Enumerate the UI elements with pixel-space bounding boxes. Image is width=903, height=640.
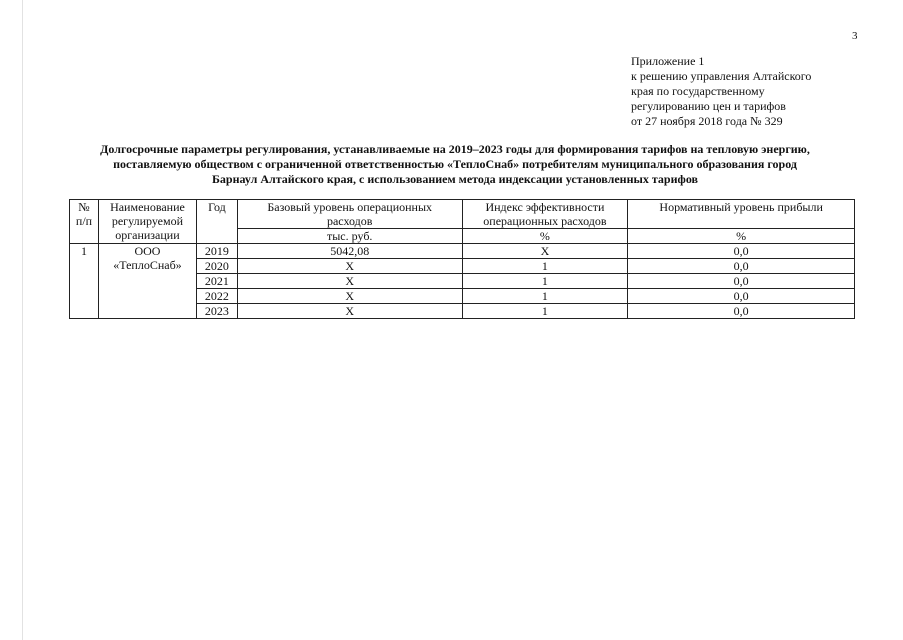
- page-margin-line: [22, 0, 23, 640]
- base-level-cell: X: [237, 274, 462, 289]
- profit-level-cell: 0,0: [628, 289, 855, 304]
- efficiency-index-cell: 1: [462, 259, 628, 274]
- efficiency-index-cell: 1: [462, 289, 628, 304]
- title-line: Долгосрочные параметры регулирования, устанавливаемые на 2019–2023 годы для формирования тарифов на тепловую энергию,: [100, 142, 810, 156]
- title-line: Барнаул Алтайского края, с использованием метода индексации установленных тарифов: [212, 172, 698, 186]
- appendix-line: регулированию цен и тарифов: [631, 99, 786, 113]
- table-header-row: [70, 200, 855, 229]
- header-base-level: Базовый уровень операционных расходов: [237, 200, 462, 229]
- efficiency-index-cell: 1: [462, 304, 628, 319]
- base-level-cell: 5042,08: [237, 244, 462, 259]
- efficiency-index-cell: 1: [462, 274, 628, 289]
- profit-level-cell: 0,0: [628, 244, 855, 259]
- page-number: 3: [852, 30, 858, 42]
- title-line: поставляемую обществом с ограниченной ответственностью «ТеплоСнаб» потребителям муниципального образования город: [113, 157, 797, 171]
- year-cell: 2021: [196, 274, 237, 289]
- header-efficiency-index: Индекс эффективности операционных расходов: [462, 200, 628, 229]
- appendix-line: к решению управления Алтайского: [631, 69, 812, 83]
- unit-base-level: тыс. руб.: [237, 229, 462, 244]
- year-cell: 2023: [196, 304, 237, 319]
- header-organization: Наименование регулируемой организации: [98, 200, 196, 244]
- appendix-line: от 27 ноября 2018 года № 329: [631, 114, 783, 128]
- profit-level-cell: 0,0: [628, 304, 855, 319]
- table-row: [70, 244, 855, 259]
- year-cell: 2022: [196, 289, 237, 304]
- document-title: [60, 142, 850, 187]
- base-level-cell: X: [237, 259, 462, 274]
- unit-profit-level: %: [628, 229, 855, 244]
- base-level-cell: X: [237, 304, 462, 319]
- row-number: 1: [70, 244, 99, 319]
- base-level-cell: X: [237, 289, 462, 304]
- unit-efficiency-index: %: [462, 229, 628, 244]
- header-profit-level: Нормативный уровень прибыли: [628, 200, 855, 229]
- regulation-parameters-table: [69, 199, 855, 319]
- profit-level-cell: 0,0: [628, 259, 855, 274]
- profit-level-cell: 0,0: [628, 274, 855, 289]
- header-year: Год: [196, 200, 237, 244]
- appendix-line: Приложение 1: [631, 54, 705, 68]
- year-cell: 2019: [196, 244, 237, 259]
- year-cell: 2020: [196, 259, 237, 274]
- appendix-line: края по государственному: [631, 84, 765, 98]
- efficiency-index-cell: X: [462, 244, 628, 259]
- header-number: № п/п: [70, 200, 99, 244]
- appendix-note: [631, 54, 811, 129]
- organization-name: ООО «ТеплоСнаб»: [98, 244, 196, 319]
